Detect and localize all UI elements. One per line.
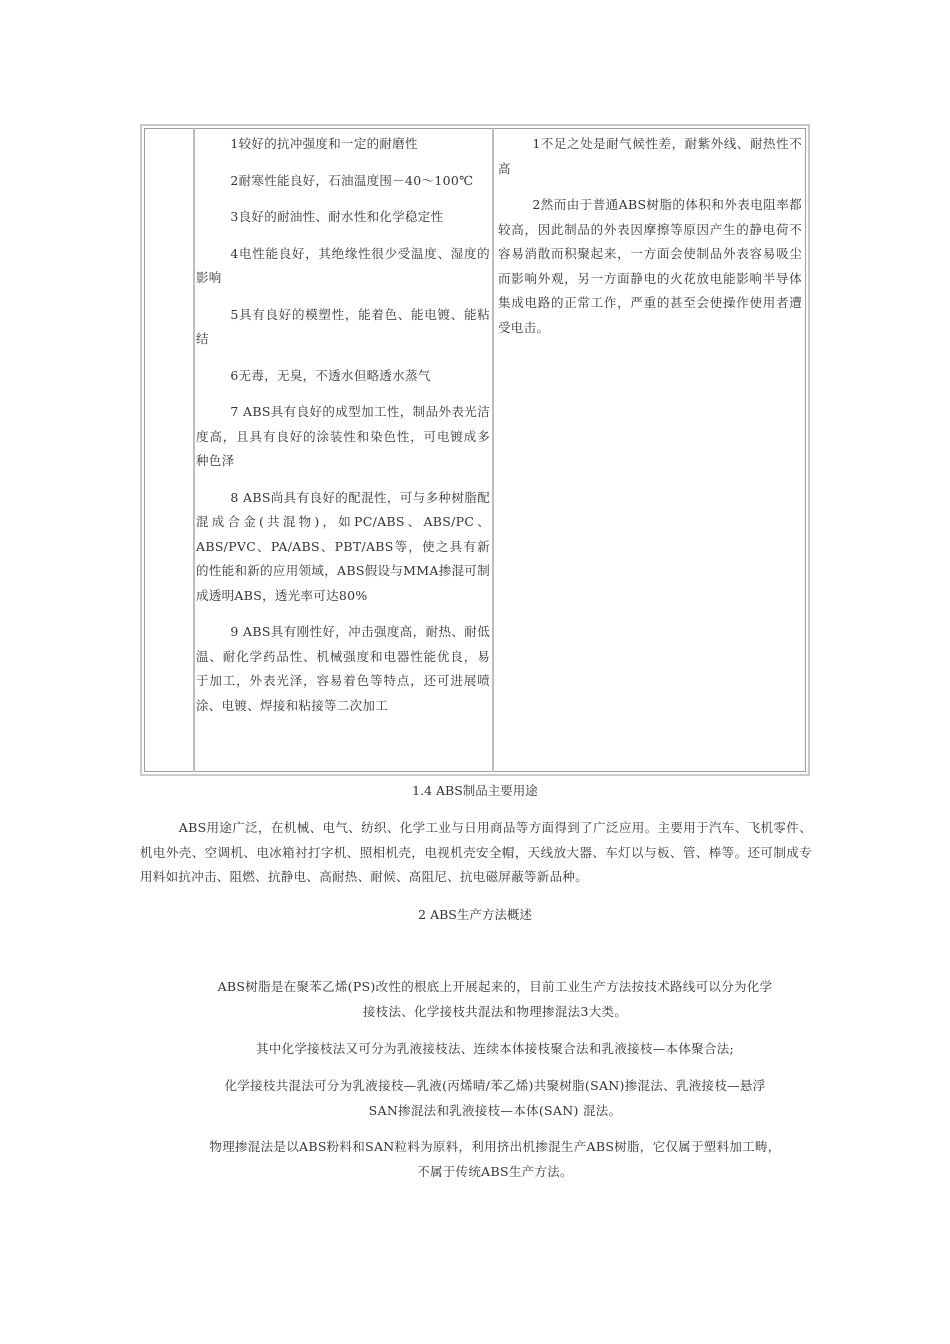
disadvantage-item: 2然而由于普通ABS树脂的体积和外表电阻率都较高，因此制品的外表因摩擦等原因产生的静电荷不容易消散而积聚起来，一方面会使制品外表容易吸尘而影响外观，另一方面静电的火花放电能影响半导体集成电路的正常工作，严重的甚至会使操作使用者遭受电击。	[498, 197, 802, 335]
paragraph-line: SAN掺混法和乳液接枝—本体(SAN) 混法。	[368, 1102, 622, 1118]
paragraph-line: ABS树脂是在聚苯乙烯(PS)改性的根底上开展起来的，目前工业生产方法按技术路线可以分为化学	[217, 979, 773, 994]
disadvantage-item: 1不足之处是耐气候性差，耐紫外线、耐热性不高	[498, 136, 802, 176]
section-1-4-heading: 1.4 ABS制品主要用途	[412, 783, 538, 798]
table-disadvantages-column	[494, 128, 808, 772]
advantage-item: 4电性能良好，其绝缘性很少受温度、湿度的影响	[196, 245, 490, 285]
paragraph-line: 接枝法、化学接枝共混法和物理掺混法3大类。	[362, 1003, 628, 1019]
properties-table	[140, 124, 810, 776]
paragraph-line: 化学接枝共混法可分为乳液接枝—乳液(丙烯晴/苯乙烯)共聚树脂(SAN)掺混法、乳液接枝—悬浮	[224, 1078, 766, 1093]
section-2-paragraph-1	[120, 975, 870, 1024]
advantage-item: 1较好的抗冲强度和一定的耐磨性	[230, 136, 418, 151]
paragraph-line: 物理掺混法是以ABS粉料和SAN粒料为原料，利用挤出机掺混生产ABS树脂，它仅属于塑料加工畴，	[209, 1139, 781, 1154]
section-2-paragraph-3	[120, 1074, 870, 1123]
disadvantages-list	[498, 132, 802, 352]
advantage-item: 9 ABS具有刚性好，冲击强度高，耐热、耐低温、耐化学药品性、机械强度和电器性能优良，易于加工，外表光泽，容易着色等特点，还可进展喷涂、电镀、焊接和粘接等二次加工	[196, 624, 490, 713]
paragraph-line: 不属于传统ABS生产方法。	[417, 1163, 573, 1179]
advantage-item: 7 ABS具有良好的成型加工性，制品外表光洁度高，且具有良好的涂装性和染色性，可电镀成多种色泽	[196, 404, 490, 468]
table-advantages-column	[193, 128, 494, 772]
section-2-paragraph-2: 其中化学接枝法又可分为乳液接枝法、连续本体接枝聚合法和乳液接枝—本体聚合法;	[255, 1041, 735, 1056]
table-empty-column	[144, 128, 193, 772]
advantages-list	[196, 132, 490, 730]
advantage-item: 5具有良好的模塑性，能着色、能电镀、能粘结	[196, 306, 490, 346]
advantage-item: 2耐寒性能良好，石油温度围－40～100℃	[230, 172, 474, 188]
advantage-item: 6无毒，无臭，不透水但略透水蒸气	[230, 367, 431, 383]
section-2-heading: 2 ABS生产方法概述	[418, 907, 532, 922]
advantage-item: 8 ABS尚具有良好的配混性，可与多种树脂配混成合金(共混物)，如PC/ABS、ABS/PC、ABS/PVC、PA/ABS、PBT/ABS等，使之具有新的性能和新的应用领域，ABS假设与MMA掺混可制成透明ABS，透光率可达80%	[196, 489, 490, 603]
advantage-item: 3良好的耐油性、耐水性和化学稳定性	[230, 209, 444, 224]
section-1-4-body: ABS用途广泛，在机械、电气、纺织、化学工业与日用商品等方面得到了广泛应用。主要用于汽车、飞机零件、机电外壳、空调机、电冰箱衬打字机、照相机壳，电视机壳安全帽，天线放大器、车灯以与板、管、棒等。还可制成专用料如抗冲击、阻燃、抗静电、高耐热、耐候、高阻尼、抗电磁屏蔽等新品种。	[140, 820, 812, 884]
section-2-paragraph-4	[120, 1135, 870, 1184]
